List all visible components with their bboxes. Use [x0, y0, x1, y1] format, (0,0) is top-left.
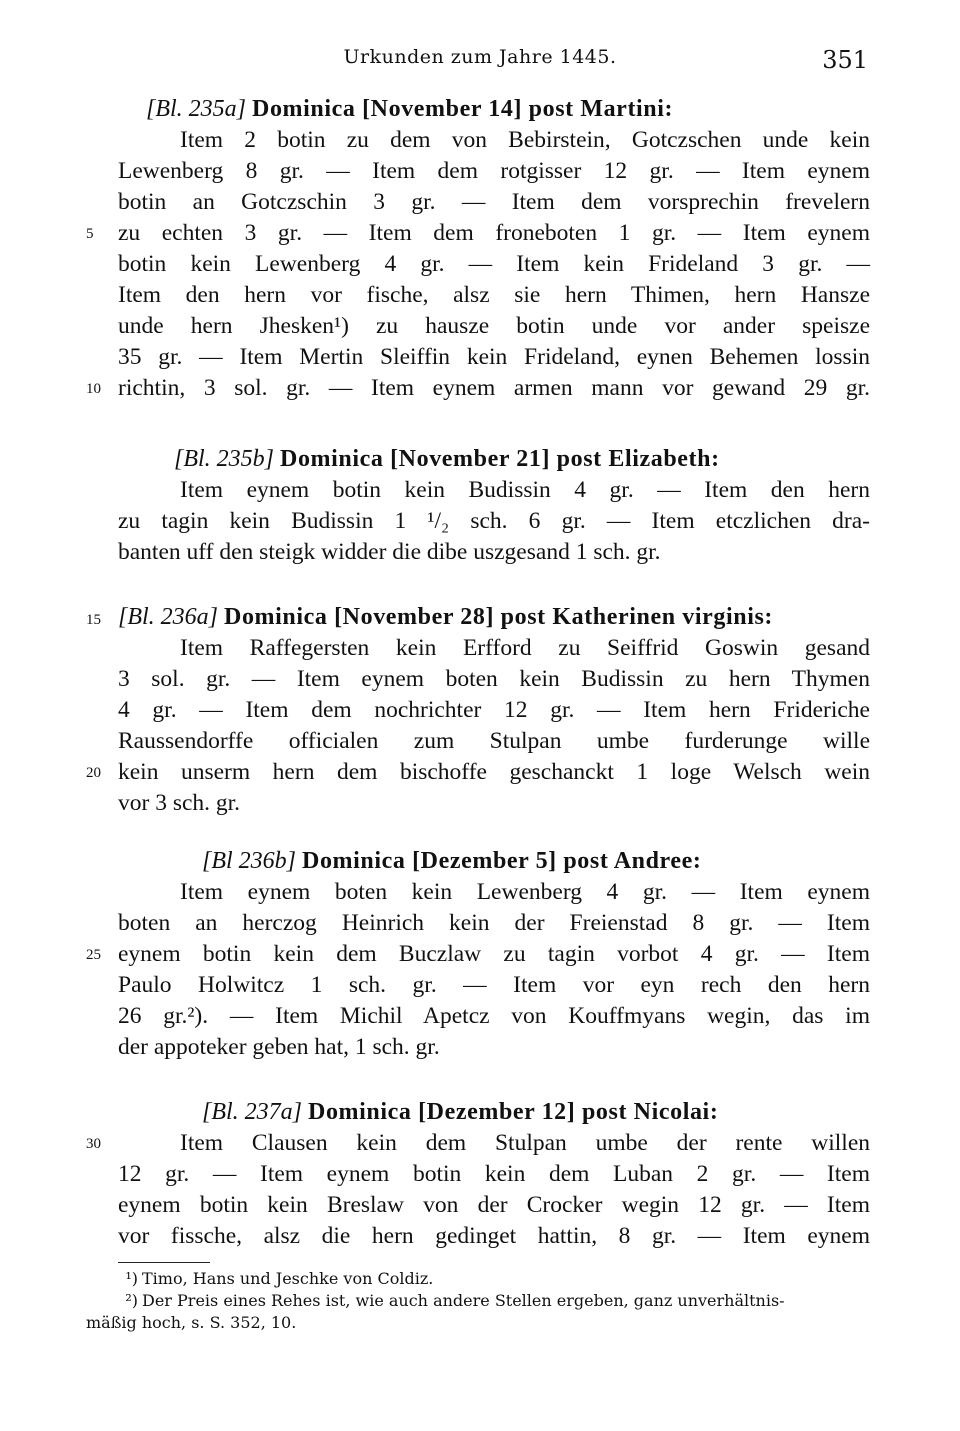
text-line: Lewenberg 8 gr. — Item dem rotgisser 12 gr. — Item eynem [118, 158, 870, 184]
entry-title: Dominica [Dezember 12] post Nicolai: [308, 1099, 719, 1125]
footnote-2 [86, 1290, 870, 1312]
entry-heading [118, 444, 870, 475]
running-head [0, 46, 960, 76]
line-number: 30 [86, 1136, 101, 1152]
footnote-text: Timo, Hans und Jeschke von Coldiz. [142, 1269, 434, 1288]
text-line: 3 sol. gr. — Item eynem boten kein Budissin zu hern Thymen [118, 666, 870, 692]
text-line-content: richtin, 3 sol. gr. — Item eynem armen mann vor gewand 29 gr. [118, 375, 870, 401]
text-line-content: kein unserm hern dem bischoffe geschanckt 1 loge Welsch wein [118, 759, 870, 785]
running-title: Urkunden zum Jahre 1445. [343, 46, 617, 68]
folio-label: [Bl. 235a] [146, 96, 247, 122]
line-number: 5 [86, 226, 94, 242]
text-line [86, 373, 870, 404]
page-number: 351 [822, 46, 868, 74]
entry-title: Dominica [November 14] post Martini: [252, 96, 674, 122]
text-line: Raussendorffe officialen zum Stulpan umbe furderunge wille [118, 728, 870, 754]
entry-236a [86, 602, 870, 819]
entry-236b [86, 846, 870, 1063]
text-line: banten uff den steigk widder die dibe uszgesand 1 sch. gr. [118, 539, 661, 565]
text-line: Item eynem botin kein Budissin 4 gr. — Item den hern [180, 477, 870, 503]
entry-title: Dominica [November 21] post Elizabeth: [280, 446, 720, 472]
text-line [86, 1128, 870, 1159]
line-number: 20 [86, 765, 101, 781]
entry-235b [118, 444, 870, 568]
entry-235a [86, 94, 870, 404]
text-line: 12 gr. — Item eynem botin kein dem Luban 2 gr. — Item [118, 1161, 870, 1187]
text-line: botin kein Lewenberg 4 gr. — Item kein Frideland 3 gr. — [118, 251, 870, 277]
text-line: zu tagin kein Budissin 1 ¹/₂ sch. 6 gr. — Item etczlichen dra- [118, 508, 870, 534]
text-line: Item 2 botin zu dem von Bebirstein, Gotczschen unde kein [180, 127, 870, 153]
footnote-continuation: mäßig hoch, s. S. 352, 10. [86, 1313, 297, 1332]
entry-title: Dominica [November 28] post Katherinen virginis: [224, 604, 773, 630]
line-number: 25 [86, 947, 101, 963]
text-line: eynem botin kein Breslaw von der Crocker wegin 12 gr. — Item [118, 1192, 870, 1218]
text-line: unde hern Jhesken¹) zu hausze botin unde vor ander speisze [118, 313, 870, 339]
text-line: Paulo Holwitcz 1 sch. gr. — Item vor eyn rech den hern [118, 972, 870, 998]
line-number: 15 [86, 612, 101, 628]
text-line-content: eynem botin kein dem Buczlaw zu tagin vorbot 4 gr. — Item [118, 941, 870, 967]
footnotes [86, 1268, 870, 1334]
text-line-content: Item Clausen kein dem Stulpan umbe der rente willen [180, 1130, 870, 1156]
text-line: botin an Gotczschin 3 gr. — Item dem vorsprechin frevelern [118, 189, 870, 215]
folio-label: [Bl 236b] [202, 848, 297, 874]
folio-label: [Bl. 236a] [118, 604, 219, 630]
entry-heading [86, 602, 870, 633]
line-number: 10 [86, 381, 101, 397]
folio-label: [Bl. 237a] [202, 1099, 303, 1125]
text-line: vor 3 sch. gr. [118, 790, 241, 816]
footnote-rule [118, 1262, 210, 1263]
text-line: vor fissche, alsz die hern gedinget hattin, 8 gr. — Item eynem [118, 1223, 870, 1249]
text-line: Item Raffegersten kein Erfford zu Seiffrid Goswin gesand [180, 635, 870, 661]
footnote-mark: ¹) [125, 1269, 138, 1288]
footnote-mark: ²) [125, 1291, 138, 1310]
footnote-1 [86, 1268, 870, 1290]
text-line: der appoteker geben hat, 1 sch. gr. [118, 1034, 440, 1060]
text-line: Item den hern vor fische, alsz sie hern Thimen, hern Hansze [118, 282, 870, 308]
text-line-content: zu echten 3 gr. — Item dem froneboten 1 gr. — Item eynem [118, 220, 870, 246]
text-line: 4 gr. — Item dem nochrichter 12 gr. — Item hern Frideriche [118, 697, 870, 723]
entry-heading [118, 1097, 870, 1128]
entry-title: Dominica [Dezember 5] post Andree: [302, 848, 702, 874]
entry-heading [118, 846, 870, 877]
text-line [86, 218, 870, 249]
entry-heading [118, 94, 870, 125]
text-line: boten an herczog Heinrich kein der Freienstad 8 gr. — Item [118, 910, 870, 936]
text-line: Item eynem boten kein Lewenberg 4 gr. — Item eynem [180, 879, 870, 905]
text-line: 35 gr. — Item Mertin Sleiffin kein Frideland, eynen Behemen lossin [118, 344, 870, 370]
text-line [86, 939, 870, 970]
text-line: 26 gr.²). — Item Michil Apetcz von Kouffmyans wegin, das im [118, 1003, 870, 1029]
text-line [86, 757, 870, 788]
footnote-text: Der Preis eines Rehes ist, wie auch andere Stellen ergeben, ganz unverhältnis- [142, 1291, 785, 1310]
entry-237a [86, 1097, 870, 1252]
folio-label: [Bl. 235b] [174, 446, 275, 472]
